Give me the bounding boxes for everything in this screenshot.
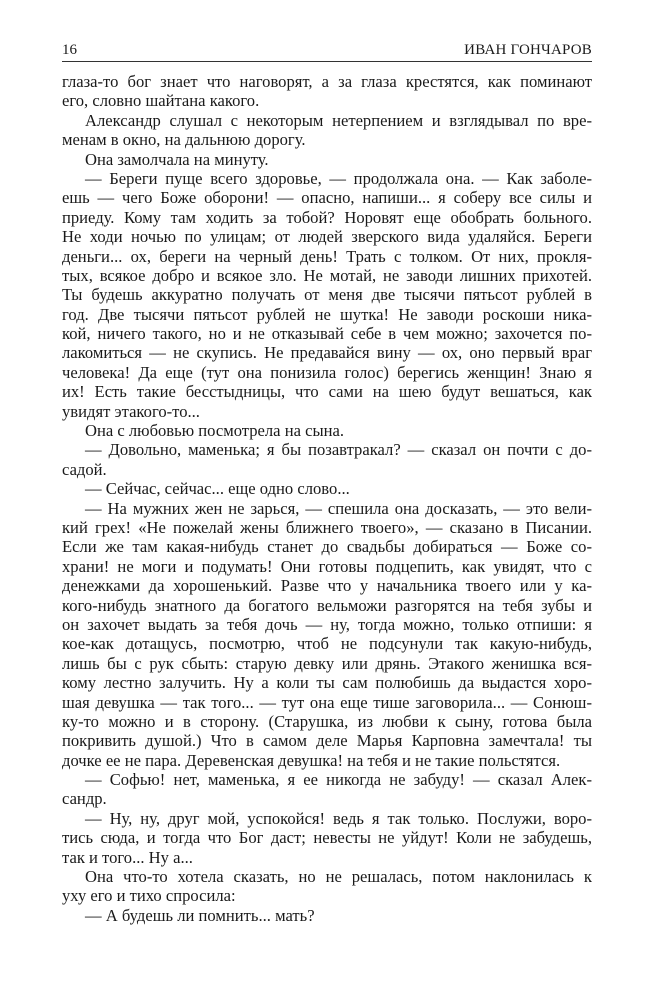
text-line: тись сюда, и тогда что Бог даст; невесты не уйдут! Коли не забудешь,: [62, 828, 592, 848]
text-line: Она с любовью посмотрела на сына.: [85, 421, 345, 441]
text-line: увидят этакого-то...: [62, 401, 200, 421]
text-line: их! Есть такие бесстыдницы, что сами на шею будут вешаться, как: [62, 382, 592, 402]
text-line: сандр.: [62, 789, 107, 809]
text-line: — Береги пуще всего здоровье, — продолжала она. — Как заболе-: [85, 168, 592, 188]
text-line: кое-как дотащусь, посмотрю, чтоб не подсунули так какую-нибудь,: [62, 634, 592, 654]
text-line: уху его и тихо спросила:: [62, 886, 236, 906]
text-line: денежками да хорошенький. Разве что у начальника твоего или у ка-: [62, 576, 592, 596]
text-line: его, словно шайтана какого.: [62, 91, 260, 111]
text-line: так и того... Ну а...: [62, 847, 193, 867]
text-line: — Сейчас, сейчас... еще одно слово...: [85, 479, 350, 499]
text-line: — Софью! нет, маменька, я ее никогда не забуду! — сказал Алек-: [85, 770, 592, 790]
text-line: — А будешь ли помнить... мать?: [85, 905, 315, 925]
text-line: менам в окно, на дальнюю дорогу.: [62, 130, 306, 150]
text-line: шая девушка — так того... — тут она еще тише заговорила... — Сонюш-: [62, 692, 592, 712]
body-text: [62, 72, 592, 925]
text-line: человека! Да еще (тут она понизила голос) берегись женщин! Знаю я: [62, 362, 592, 382]
text-line: кой, ничего такого, но и не отказывай себе в чем можно; захочется по-: [62, 324, 592, 344]
text-line: год. Две тысячи пятьсот рублей не шутка! Не заводи роскоши ника-: [62, 304, 592, 324]
text-line: приеду. Кому там ходить за тобой? Норовят еще обобрать больного.: [62, 207, 592, 227]
text-line: лишь бы с рук сбыть: старую девку или дрянь. Этакого женишка вся-: [62, 653, 592, 673]
text-line: — На мужних жен не зарься, — спешила она досказать, — это вели-: [85, 498, 592, 518]
text-line: кого-нибудь знатного да богатого вельможи разгорятся на тебя зубы и: [62, 595, 592, 615]
text-line: покривить душой.) Что в самом деле Марья Карповна замечтала! ты: [62, 731, 592, 751]
text-line: тых, всякое добро и всякое зло. Не мотай, не заводи лишних прихотей.: [62, 265, 592, 285]
text-line: садой.: [62, 459, 107, 479]
text-line: он захочет выдать за тебя дочь — ну, тогда можно, только отпиши: я: [62, 614, 592, 634]
text-line: ешь — чего Боже оборони! — опасно, напиши... я соберу все силы и: [62, 188, 592, 208]
text-line: кому лестно залучить. Ну а коли ты сам полюбишь да выдастся хоро-: [62, 673, 592, 693]
header-rule: [62, 61, 592, 62]
text-line: Она что-то хотела сказать, но не решалась, потом наклонилась к: [85, 867, 592, 887]
text-line: — Довольно, маменька; я бы позавтракал? — сказал он почти с до-: [85, 440, 592, 460]
text-line: дочке ее не пара. Деревенская девушка! на тебя и не такие польстятся.: [62, 750, 561, 770]
text-line: лакомиться — не скупись. Не предавайся вину — ох, оно первый враг: [62, 343, 592, 363]
text-line: Не ходи ночью по улицам; от людей зверского вида удаляйся. Береги: [62, 227, 592, 247]
text-line: кий грех! «Не пожелай жены ближнего твоего», — сказано в Писании.: [62, 517, 592, 537]
running-head: [62, 41, 592, 59]
text-line: храни! не моги и подумать! Они готовы подцепить, как увидят, что с: [62, 556, 592, 576]
text-line: Если же там какая-нибудь станет до свадьбы добираться — Боже со-: [62, 537, 592, 557]
text-line: Ты будешь аккуратно получать от меня две тысячи пятьсот рублей в: [62, 285, 592, 305]
text-line: — Ну, ну, друг мой, успокойся! ведь я так только. Послужи, воро-: [85, 808, 592, 828]
page-number: 16: [62, 42, 77, 58]
text-line: глаза-то бог знает что наговорят, а за глаза крестятся, как поминают: [62, 72, 592, 91]
running-head-author: ИВАН ГОНЧАРОВ: [464, 42, 592, 58]
text-line: Александр слушал с некоторым нетерпением и взглядывал по вре-: [85, 110, 592, 130]
text-line: Она замолчала на минуту.: [85, 149, 269, 169]
text-line: деньги... ох, береги на черный день! Трать с толком. От них, прокля-: [62, 246, 592, 266]
text-line: ку-то можно и в сторону. (Старушка, из любви к сыну, готова была: [62, 711, 592, 731]
